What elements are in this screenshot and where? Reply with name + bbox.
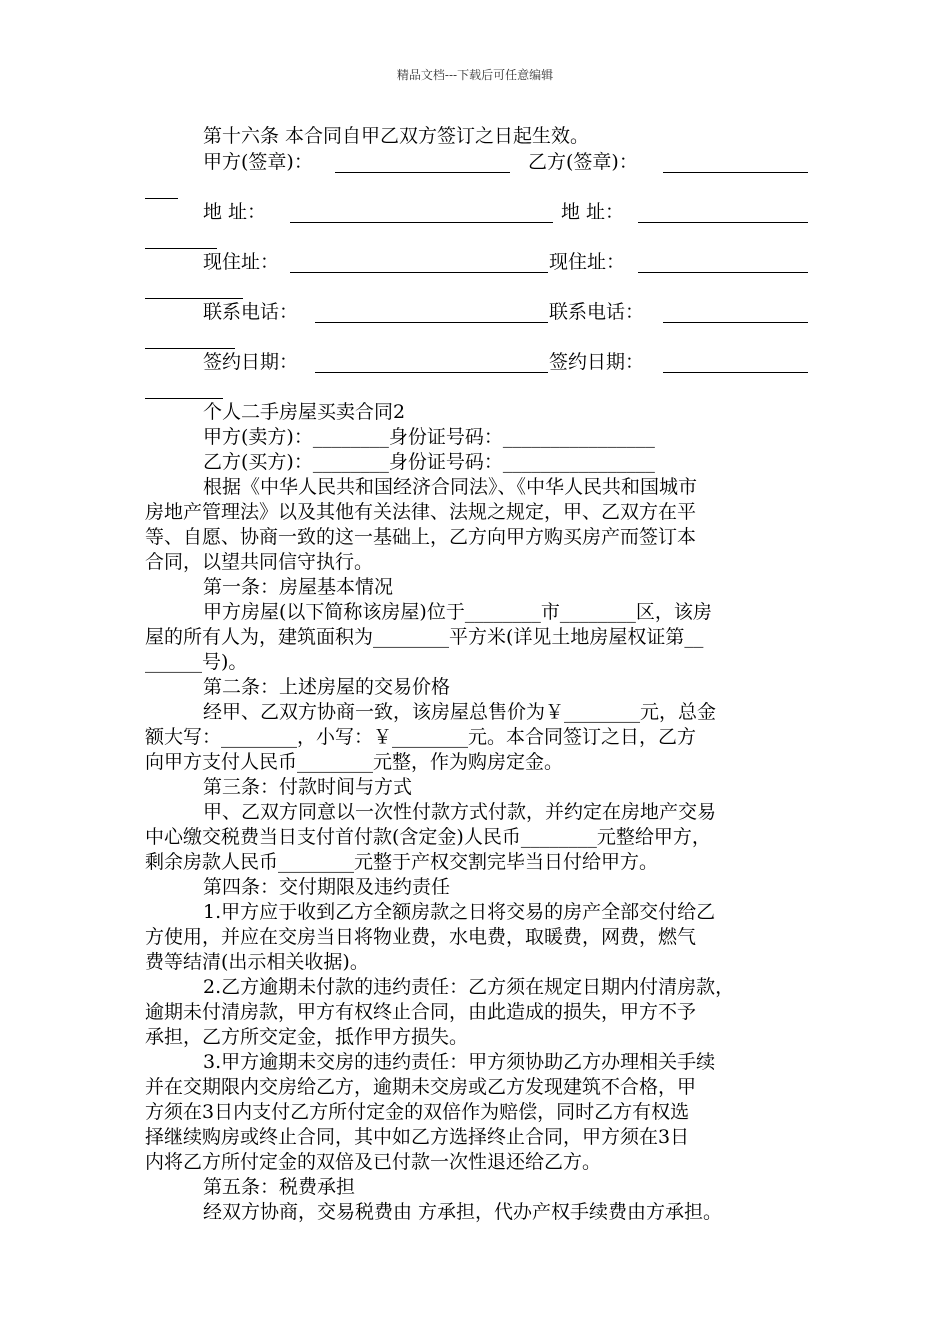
address-a-blank: [290, 222, 553, 223]
clause-16: 第十六条 本合同自甲乙双方签订之日起生效。: [203, 125, 590, 147]
article-4-3-line: 3.甲方逾期未交房的违约责任：甲方须协助乙方办理相关手续: [203, 1051, 716, 1073]
current-address-b-blank-cont: [145, 298, 243, 299]
article-3-line: 剩余房款人民币________元整于产权交割完毕当日付给甲方。: [145, 851, 659, 873]
article-1-line: ______号)。: [145, 651, 248, 673]
contract-title: 个人二手房屋买卖合同2: [203, 401, 406, 423]
article-2-title: 第二条：上述房屋的交易价格: [203, 676, 451, 698]
phone-b-blank: [663, 322, 808, 323]
phone-a-blank: [315, 322, 548, 323]
current-address-b-label: 现住址：: [549, 251, 626, 273]
article-3-title: 第三条：付款时间与方式: [203, 776, 413, 798]
party-b-sign-blank: [663, 172, 808, 173]
party-b-sign-blank-cont: [145, 198, 178, 199]
article-4-1-line: 方使用，并应在交房当日将物业费，水电费，取暖费，网费，燃气: [145, 926, 697, 948]
article-1-line: 甲方房屋(以下简称该房屋)位于________市________区，该房: [203, 601, 712, 623]
party-a-sign-blank: [335, 172, 510, 173]
article-5-title: 第五条：税费承担: [203, 1176, 356, 1198]
article-2-line: 额大写：________，小写：￥________元。本合同签订之日，乙方: [145, 726, 697, 748]
date-b-blank-cont: [145, 398, 223, 399]
current-address-a-blank: [290, 272, 548, 273]
date-b-blank: [663, 372, 808, 373]
article-4-3-line: 择继续购房或终止合同，其中如乙方选择终止合同，甲方须在3日: [145, 1126, 690, 1148]
address-b-blank: [638, 222, 808, 223]
intro-line: 房地产管理法》以及其他有关法律、法规之规定，甲、乙双方在平: [145, 501, 697, 523]
intro-line: 等、自愿、协商一致的这一基础上，乙方向甲方购买房产而签订本: [145, 526, 697, 548]
seller-line: 甲方(卖方)：________身份证号码：________________: [203, 426, 655, 448]
article-5-line: 经双方协商，交易税费由 方承担，代办产权手续费由方承担。: [203, 1201, 723, 1223]
article-4-3-line: 并在交期限内交房给乙方，逾期未交房或乙方发现建筑不合格，甲: [145, 1076, 697, 1098]
phone-b-blank-cont: [145, 348, 235, 349]
page-header: 精品文档---下载后可任意编辑: [396, 68, 554, 82]
date-a-label: 签约日期：: [203, 351, 299, 373]
article-1-title: 第一条：房屋基本情况: [203, 576, 394, 598]
article-4-2-line: 承担，乙方所交定金，抵作甲方损失。: [145, 1026, 469, 1048]
article-4-2-line: 逾期未付清房款，甲方有权终止合同，由此造成的损失，甲方不予: [145, 1001, 697, 1023]
address-b-blank-cont: [145, 248, 217, 249]
article-4-1-line: 费等结清(出示相关收据)。: [145, 951, 369, 973]
article-3-line: 中心缴交税费当日支付首付款(含定金)人民币________元整给甲方，: [145, 826, 711, 848]
article-4-3-line: 内将乙方所付定金的双倍及已付款一次性退还给乙方。: [145, 1151, 602, 1173]
date-b-label: 签约日期：: [549, 351, 645, 373]
party-a-sign-label: 甲方(签章)：: [203, 151, 313, 173]
article-4-2-line: 2.乙方逾期未付款的违约责任：乙方须在规定日期内付清房款，: [203, 976, 735, 998]
party-b-sign-label: 乙方(签章)：: [528, 151, 638, 173]
article-4-title: 第四条：交付期限及违约责任: [203, 876, 451, 898]
article-4-1-line: 1.甲方应于收到乙方全额房款之日将交易的房产全部交付给乙: [203, 901, 716, 923]
article-2-line: 经甲、乙双方协商一致，该房屋总售价为￥________元，总金: [203, 701, 717, 723]
article-3-line: 甲、乙双方同意以一次性付款方式付款，并约定在房地产交易: [203, 801, 717, 823]
phone-a-label: 联系电话：: [203, 301, 299, 323]
address-a-label: 地 址：: [203, 201, 267, 223]
current-address-b-blank: [638, 272, 808, 273]
article-4-3-line: 方须在3日内支付乙方所付定金的双倍作为赔偿，同时乙方有权选: [145, 1101, 690, 1123]
current-address-a-label: 现住址：: [203, 251, 280, 273]
address-b-label: 地 址：: [561, 201, 625, 223]
article-2-line: 向甲方支付人民币________元整，作为购房定金。: [145, 751, 564, 773]
article-1-line: 屋的所有人为，建筑面积为________平方米(详见土地房屋权证第__: [145, 626, 704, 648]
intro-line: 根据《中华人民共和国经济合同法》、《中华人民共和国城市: [203, 476, 698, 498]
date-a-blank: [315, 372, 548, 373]
intro-line: 合同，以望共同信守执行。: [145, 551, 374, 573]
phone-b-label: 联系电话：: [549, 301, 645, 323]
buyer-line: 乙方(买方)：________身份证号码：________________: [203, 451, 655, 473]
